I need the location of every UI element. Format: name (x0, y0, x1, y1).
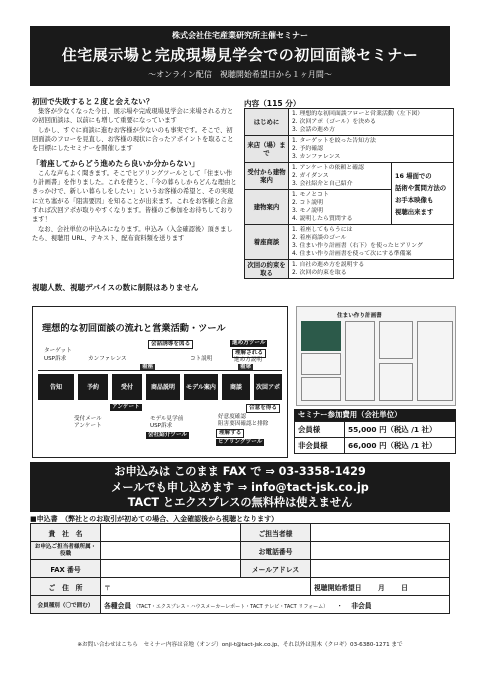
content-table (244, 108, 454, 279)
content-item: 3. カンファレンス (292, 154, 341, 160)
content-label: 着座商談 (245, 225, 289, 260)
content-label: 来店（場）まで (245, 136, 289, 163)
flow-step-next-appointment: 次回アポ (254, 374, 282, 400)
flow-label: 好意度確認 (218, 414, 246, 420)
flow-tag: 理解される (232, 349, 266, 358)
content-row (245, 163, 454, 190)
intro-bold: 「着座してからどう進めたら良いか分からない」 (32, 159, 200, 169)
person-field[interactable] (311, 524, 450, 542)
content-label: 建物案内 (245, 190, 289, 225)
flow-tag: 会社紹介ツール (148, 432, 188, 438)
flow-label: モデル見学前 (150, 416, 184, 422)
content-item: 3. 会社紹介と自己紹介 (292, 181, 353, 187)
intro-paragraph-2: しかし、すぐに商談に進むお客様が少ないのも事実です。そこで、初回面談のフローを見直し、お客様の現状に合ったアポイントを取ることを目標にしたセミナーを開催します (32, 126, 234, 153)
fee-row: 会員様 55,000 円（税込 /1 社） (295, 422, 456, 438)
content-item: 4. 説明したら質問する (292, 216, 353, 222)
flow-label: カンファレンス (88, 356, 127, 362)
content-item: 2. ガイダンス (292, 173, 329, 179)
content-item: 2. 着座商談のゴール (292, 235, 347, 241)
content-row (245, 109, 454, 136)
content-item: 1. 理想的な初回面談フローと営業活動（左下図） (292, 111, 424, 117)
content-row (245, 260, 454, 279)
content-item: 3. 会話の進め方 (292, 127, 335, 133)
member-type-field[interactable]: 各種会員 （TACT・エクスプレス・ハウスメーカーレポート・TACT テレビ・TACT リフォーム） ・ 非会員 (101, 596, 450, 614)
intro-paragraph-4: なお、会社単位の申込みになります。申込み（入金確認後）頂きましたら、視聴用 URL、テキスト、配布資料類を送ります (32, 225, 233, 242)
content-item: 3. 住まい作り計画書（右下）を使ったヒアリング (292, 243, 423, 249)
organizer: 株式会社住宅産業研究所主催セミナー (172, 31, 308, 40)
address-field[interactable]: 〒 (101, 578, 311, 596)
fax-banner (30, 462, 450, 512)
flow-tag: 合意を得る (246, 404, 280, 413)
flow-step-product: 商品説明 (146, 374, 180, 400)
content-item: 2. 次回の約束を取る (292, 270, 347, 276)
applicant-field[interactable] (101, 542, 241, 560)
flow-title: 理想的な初回面談の流れと営業活動・ツール (42, 323, 226, 334)
page-subtitle: ～オンライン配信 視聴開始希望日から１ヶ月間～ (148, 70, 332, 79)
fee-row: 非会員様 66,000 円（税込 /1 社） (295, 438, 456, 454)
fee-title: セミナー参加費用（会社単位） (294, 409, 456, 421)
viewer-limit-note: 視聴人数、視聴デバイスの数に制限はありません (32, 283, 199, 292)
intro-heading: 初回で失敗すると２度と会えない？ (32, 97, 154, 106)
fax-field[interactable] (101, 560, 241, 578)
flow-label: USP訴求 (150, 423, 173, 429)
flow-tag: 着座 (142, 364, 154, 370)
content-item: 2. 予約確認 (292, 146, 324, 152)
flow-tag: ヒアリングツール (218, 439, 263, 445)
sheet-caption: 住まい作り計画書 (337, 313, 382, 319)
email-line: メールでも申し込めます ⇒ info@tact-jsk.co.jp (111, 480, 369, 494)
flow-tag: 進め方ツール (232, 340, 266, 346)
flow-tag: アンケート (112, 404, 140, 410)
content-item: 1. モノとコト (292, 192, 329, 198)
flow-step-reception: 受付 (112, 374, 142, 400)
content-item: 1. ターゲットを絞った告知方法 (292, 138, 376, 144)
flow-step-model: モデル案内 (184, 374, 218, 400)
intro-paragraph-3: こんな声もよく聞きます。そこでヒアリングツールとして「住まい作り計画書」を作りました。これを使うと、「今の暮らしからどんな理由ときっかけで、新しい暮らしをしたい」というお客様の希望と、その実現に立ち塞がる「阻害要因」を知ることが出来ます。これをお客様と合意すれば次回アポが取りやすくなります。皆様のご参加をお待ちしております！ (32, 169, 237, 224)
flow-label: アンケート (74, 423, 102, 429)
flow-label: 阻害要因確認と排除 (218, 421, 269, 427)
content-title: 内容（115 分） (244, 99, 301, 108)
flow-label: 進め方説明 (234, 357, 262, 363)
application-title: ■申込書 （弊社とのお取引が初めての場合、入金確認後から視聴となります） (30, 515, 279, 523)
company-field[interactable] (101, 524, 241, 542)
email-field[interactable] (311, 560, 450, 578)
fee-table (294, 421, 456, 454)
fax-line: お申込みは このまま FAX で ⇒ 03-3358-1429 (114, 465, 366, 478)
video-note: 16 場面での 話術や質問方法の お手本映像も 視聴出来ます (392, 163, 454, 225)
flow-tag: 着席 (240, 364, 252, 370)
content-row (245, 225, 454, 260)
start-date-field[interactable]: 視聴開始希望日 月 日 (311, 578, 450, 596)
flow-label: USP訴求 (44, 356, 67, 362)
content-item: 2. 次回アポ（ゴール）を決める (292, 119, 376, 125)
free-limit-line: TACT とエクスプレスの無料枠は使えません (127, 496, 353, 509)
flow-step-reservation: 予約 (78, 374, 108, 400)
content-item: 1. 自社の進め方を説明する (292, 262, 365, 268)
content-label: 受付から建物案内 (245, 163, 289, 190)
content-item: 4. 住まい作り計画書を使って次にする準備案 (292, 251, 412, 257)
flow-tag: 理解する (216, 429, 244, 438)
content-item: 3. モノ説明 (292, 208, 323, 214)
content-label: 次回の約束を取る (245, 260, 289, 279)
flow-tag: 会話誘導を図る (148, 340, 193, 349)
content-label: はじめに (245, 109, 289, 136)
flow-step-negotiation: 商談 (222, 374, 250, 400)
flow-label: 受付メール (74, 416, 102, 422)
flow-label: ターゲット (44, 348, 72, 354)
application-form: 貴 社 名 ご担当者様 お申込ご担当者様所属・役職 お電話番号 FAX 番号 メールアドレス ご 住 所 〒 視聴開始希望日 月 日 会員種別（〇で囲む） 各種会員 （TACT・エクスプレス・ハウスメーカーレポート・TACT テレビ・TACT リフォーム） ・ 非会員 (30, 523, 450, 614)
content-item: 1. 着座してもらうには (292, 227, 353, 233)
content-item: 2. コト説明 (292, 200, 324, 206)
content-item: 1. アンケートの依頼と確認 (292, 165, 364, 171)
header-banner (30, 26, 450, 86)
phone-field[interactable] (311, 542, 450, 560)
flow-label: コト説明 (190, 356, 213, 362)
contact-footnote: ※お問い合わせはこちら セミナー内容は音地（オンジ）onji-t@tact-jsk.co.jp、それ以外は黒木（クロギ）03-6380-1271 まで (77, 642, 403, 648)
page-title: 住宅展示場と完成現場見学会での初回面談セミナー (61, 46, 419, 64)
intro-text (32, 96, 238, 243)
flow-line (38, 370, 282, 371)
planning-sheet-image (296, 306, 456, 406)
intro-paragraph-1: 集客が少なくなった今日、展示場や完成現場見学会に来場される方との初回面談は、以前にも増して重要になっています (32, 108, 234, 125)
flow-step-notice: 告知 (38, 374, 74, 400)
content-row (245, 136, 454, 163)
